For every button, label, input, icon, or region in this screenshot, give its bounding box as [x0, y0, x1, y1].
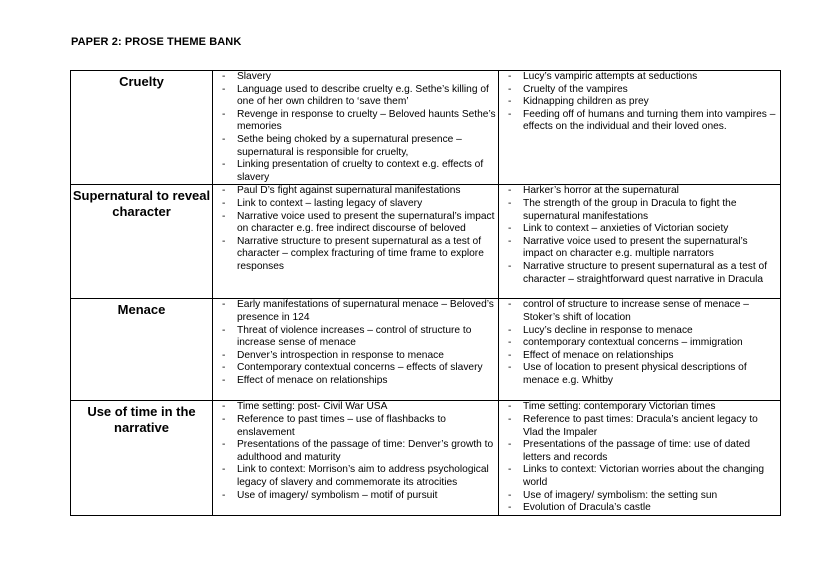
bullet-point: - Time setting: post- Civil War USA [237, 401, 496, 414]
table-row [71, 299, 781, 401]
dracula-points [499, 71, 780, 134]
bullet-point: - Evolution of Dracula’s castle [523, 502, 778, 515]
bullet-point: - Lucy’s decline in response to menace [523, 325, 778, 338]
bullet-point: - Reference to past times – use of flashbacks to enslavement [237, 414, 496, 439]
beloved-points [213, 401, 498, 502]
bullet-point: - Early manifestations of supernatural menace – Beloved’s presence in 124 [237, 299, 496, 324]
bullet-point: - Slavery [237, 71, 496, 84]
bullet-point: - Link to context: Morrison’s aim to address psychological legacy of slavery and commemorate its atrocities [237, 464, 496, 489]
bullet-point: - Use of imagery/ symbolism – motif of pursuit [237, 490, 496, 503]
theme-bank-table [70, 70, 781, 516]
dracula-cell [499, 71, 781, 185]
bullet-point: - Link to context – anxieties of Victorian society [523, 223, 778, 236]
bullet-point: - Harker’s horror at the supernatural [523, 185, 778, 198]
bullet-point: - Linking presentation of cruelty to context e.g. effects of slavery [237, 159, 496, 184]
page-title: PAPER 2: PROSE THEME BANK [71, 36, 242, 48]
theme-name: Cruelty [119, 74, 164, 89]
bullet-point: - Sethe being choked by a supernatural presence – supernatural is responsible for cruelty, [237, 134, 496, 159]
bullet-point: - Reference to past times: Dracula’s ancient legacy to Vlad the Impaler [523, 414, 778, 439]
bullet-point: - Denver’s introspection in response to menace [237, 350, 496, 363]
dracula-points [499, 401, 780, 514]
bullet-point: - Presentations of the passage of time: Denver’s growth to adulthood and maturity [237, 439, 496, 464]
theme-name: Supernatural to reveal character [72, 188, 211, 220]
bullet-point: - Revenge in response to cruelty – Beloved haunts Sethe’s memories [237, 109, 496, 134]
dracula-cell [499, 299, 781, 401]
dracula-cell [499, 185, 781, 299]
bullet-point: - Narrative voice used to present the supernatural’s impact on character e.g. multiple narrators [523, 236, 778, 261]
table-row [71, 185, 781, 299]
bullet-point: - Effect of menace on relationships [237, 375, 496, 388]
bullet-point: - Use of location to present physical descriptions of menace e.g. Whitby [523, 362, 778, 387]
bullet-point: - Contemporary contextual concerns – effects of slavery [237, 362, 496, 375]
dracula-points [499, 299, 780, 387]
bullet-point: - Narrative structure to present supernatural as a test of character – complex fracturing of time frame to explore responses [237, 236, 496, 274]
dracula-points [499, 185, 780, 286]
beloved-points [213, 71, 498, 184]
bullet-point: - Language used to describe cruelty e.g. Sethe’s killing of one of her own children to ‘save them’ [237, 84, 496, 109]
beloved-cell [213, 401, 499, 515]
bullet-point: - control of structure to increase sense of menace – Stoker’s shift of location [523, 299, 778, 324]
bullet-point: - Threat of violence increases – control of structure to increase sense of menace [237, 325, 496, 350]
bullet-point: - Presentations of the passage of time: use of dated letters and records [523, 439, 778, 464]
theme-name: Use of time in the narrative [87, 404, 196, 436]
theme-name: Menace [117, 302, 166, 318]
dracula-cell [499, 401, 781, 515]
theme-cell [71, 299, 213, 401]
beloved-cell [213, 71, 499, 185]
bullet-point: - Feeding off of humans and turning them into vampires – effects on the individual and their loved ones. [523, 109, 778, 134]
theme-cell [71, 401, 213, 515]
bullet-point: - Links to context: Victorian worries about the changing world [523, 464, 778, 489]
beloved-points [213, 299, 498, 387]
bullet-point: - contemporary contextual concerns – immigration [523, 337, 778, 350]
bullet-point: - Cruelty of the vampires [523, 84, 778, 97]
bullet-point: - Narrative voice used to present the supernatural’s impact on character e.g. free indirect discourse of beloved [237, 211, 496, 236]
bullet-point: - Link to context – lasting legacy of slavery [237, 198, 496, 211]
bullet-point: - Lucy’s vampiric attempts at seductions [523, 71, 778, 84]
theme-cell [71, 185, 213, 299]
bullet-point: - Use of imagery/ symbolism: the setting sun [523, 490, 778, 503]
beloved-points [213, 185, 498, 273]
table-row [71, 401, 781, 515]
theme-cell [71, 71, 213, 185]
table-row [71, 71, 781, 185]
beloved-cell [213, 185, 499, 299]
bullet-point: - Paul D’s fight against supernatural manifestations [237, 185, 496, 198]
bullet-point: - The strength of the group in Dracula to fight the supernatural manifestations [523, 198, 778, 223]
bullet-point: - Time setting: contemporary Victorian times [523, 401, 778, 414]
bullet-point: - Narrative structure to present supernatural as a test of character – straightforward quest narrative in Dracula [523, 261, 778, 286]
bullet-point: - Kidnapping children as prey [523, 96, 778, 109]
bullet-point: - Effect of menace on relationships [523, 350, 778, 363]
beloved-cell [213, 299, 499, 401]
